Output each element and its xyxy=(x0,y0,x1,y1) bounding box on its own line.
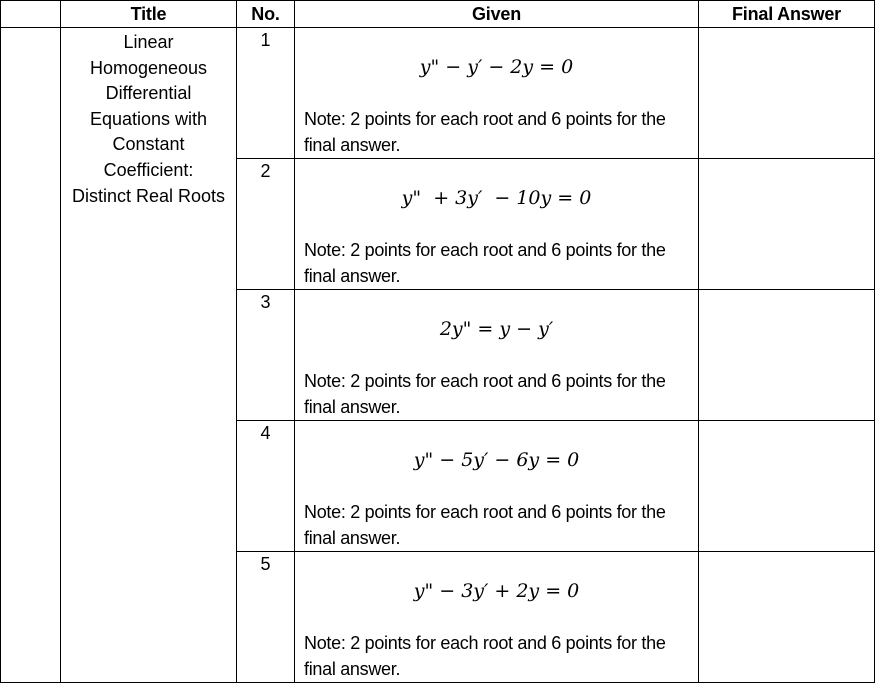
title-line: Homogeneous xyxy=(89,57,208,78)
title-line: Coefficient: xyxy=(103,159,194,180)
header-final-answer: Final Answer xyxy=(699,1,875,28)
title-line: Differential xyxy=(105,83,192,104)
final-answer-cell[interactable] xyxy=(699,159,875,290)
header-given: Given xyxy=(295,1,699,28)
scoring-note: Note: 2 points for each root and 6 points for the final answer. xyxy=(304,502,666,548)
scoring-note: Note: 2 points for each root and 6 points for the final answer. xyxy=(304,240,666,286)
equation: 2y" = y − y′ xyxy=(439,318,554,340)
problem-number: 2 xyxy=(237,159,295,290)
header-blank xyxy=(1,1,61,28)
title-line: Linear xyxy=(123,32,174,52)
given-cell xyxy=(295,552,699,683)
final-answer-cell[interactable] xyxy=(699,290,875,421)
scoring-note: Note: 2 points for each root and 6 points for the final answer. xyxy=(304,371,666,417)
topic-title xyxy=(61,28,236,209)
problem-number: 4 xyxy=(237,421,295,552)
blank-cell xyxy=(1,28,61,683)
title-cell xyxy=(61,28,237,683)
given-cell xyxy=(295,28,699,159)
problem-number: 1 xyxy=(237,28,295,159)
title-line: Distinct Real Roots xyxy=(71,185,226,206)
final-answer-cell[interactable] xyxy=(699,552,875,683)
final-answer-cell[interactable] xyxy=(699,421,875,552)
table-row xyxy=(1,28,875,159)
equation: y" − y′ − 2y = 0 xyxy=(419,56,574,78)
scoring-note: Note: 2 points for each root and 6 points for the final answer. xyxy=(304,109,666,155)
given-cell xyxy=(295,290,699,421)
header-no: No. xyxy=(237,1,295,28)
header-title: Title xyxy=(61,1,237,28)
problem-number: 5 xyxy=(237,552,295,683)
equation: y" + 3y′ − 10y = 0 xyxy=(401,187,592,209)
given-cell xyxy=(295,421,699,552)
title-line: Equations with xyxy=(89,108,208,129)
final-answer-cell[interactable] xyxy=(699,28,875,159)
equation: y" − 5y′ − 6y = 0 xyxy=(413,449,580,471)
header-row xyxy=(1,1,875,28)
scoring-note: Note: 2 points for each root and 6 points for the final answer. xyxy=(304,633,666,679)
title-line: Constant xyxy=(112,134,185,155)
given-cell xyxy=(295,159,699,290)
equation: y" − 3y′ + 2y = 0 xyxy=(413,580,580,602)
problem-number: 3 xyxy=(237,290,295,421)
